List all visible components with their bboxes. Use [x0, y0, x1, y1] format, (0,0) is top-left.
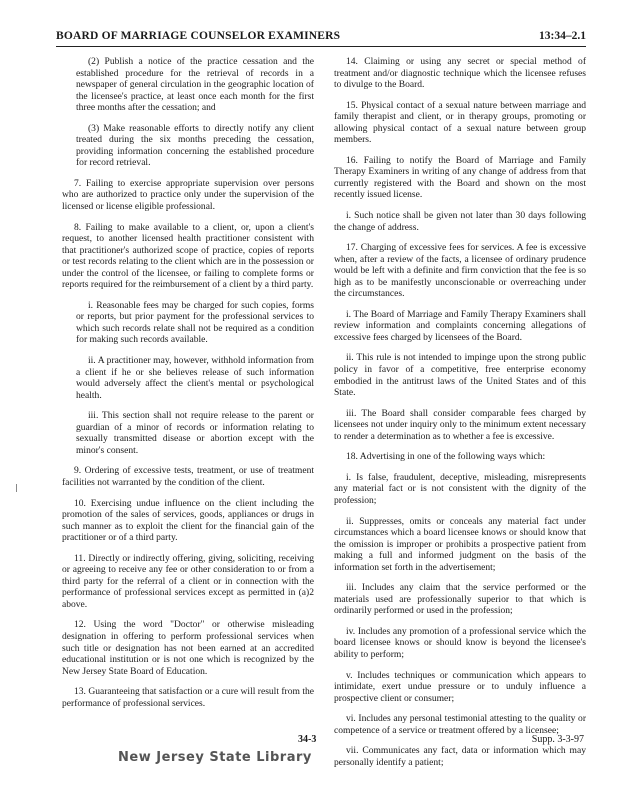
- paragraph: 12. Using the word "Doctor" or otherwise misleading designation in offering to perform professional services when such title or designation has not been earned at an accredited educational institution or is not one which is recognized by the New Jersey State Board of Education.: [62, 619, 314, 677]
- paragraph: ii. Suppresses, omits or conceals any material fact under circumstances which a board licensee knows or should know that the omission is improper or prohibits a prospective patient from making a full and informed judgment on the basis of the information set forth in the advertisement;: [334, 515, 586, 573]
- page-number: 34-3: [298, 734, 317, 745]
- paragraph: (3) Make reasonable efforts to directly notify any client treated during the six months preceding the cessation, providing information concerning the established procedure for record retrieval.: [76, 122, 314, 169]
- header-section-number: 13:34–2.1: [539, 30, 586, 42]
- paragraph: iv. Includes any promotion of a professional service which the board licensee knows or should know is beyond the licensee's ability to perform;: [334, 625, 586, 660]
- paragraph: ii. A practitioner may, however, withhold information from a client if he or she believes release of such information would adversely affect the client's mental or psychological health.: [76, 355, 314, 401]
- paragraph: 8. Failing to make available to a client, or, upon a client's request, to another licensed health practitioner consistent with that practitioner's authorized scope of practice, copies of reports or test records relating to the client which are in the possession or under the control of the licensee, or failing to complete forms or reports required for the reimbursement of a client by a third party.: [62, 221, 314, 291]
- paragraph: i. Reasonable fees may be charged for such copies, forms or reports, but prior payment for the professional services to which such records relate shall not be required as a condition for making such records available.: [76, 299, 314, 346]
- paragraph: 18. Advertising in one of the following ways which:: [346, 451, 546, 463]
- paragraph: 13. Guaranteeing that satisfaction or a cure will result from the performance of professional services.: [62, 686, 314, 709]
- left-column: [62, 56, 314, 718]
- supplement-date: Supp. 3-3-97: [531, 734, 584, 745]
- paragraph: vii. Communicates any fact, data or information which may personally identify a patient;: [334, 745, 586, 768]
- paragraph: i. The Board of Marriage and Family Therapy Examiners shall review information and complaints concerning allegations of excessive fees charged by licensees of the Board.: [334, 308, 586, 343]
- paragraph: 17. Charging of excessive fees for services. A fee is excessive when, after a review of the facts, a licensee of ordinary prudence would be left with a definite and firm conviction that the fee is so high as to be manifestly unconscionable or overreaching under the circumstances.: [334, 242, 586, 300]
- paragraph: iii. This section shall not require release to the parent or guardian of a minor of records or information relating to sexually transmitted disease or abortion except with the minor's consent.: [76, 410, 314, 456]
- paragraph: iii. The Board shall consider comparable fees charged by licensees not under inquiry only to the minimum extent necessary to render a determination as to whether a fee is excessive.: [334, 407, 586, 442]
- paragraph: iii. Includes any claim that the service performed or the materials used are professionally superior to that which is ordinarily performed or used in the profession;: [334, 582, 586, 617]
- paragraph: 7. Failing to exercise appropriate supervision over persons who are authorized to practice only under the supervision of the licensed or license eligible professional.: [62, 177, 314, 213]
- paragraph: v. Includes techniques or communication which appears to intimidate, exert undue pressure or to unduly influence a prospective client or consumer;: [334, 669, 586, 704]
- paragraph: i. Such notice shall be given not later than 30 days following the change of address.: [334, 210, 586, 233]
- paragraph: 10. Exercising undue influence on the client including the promotion of the sales of services, goods, appliances or drugs in such manner as to exploit the client for the financial gain of the practitioner or of a third party.: [62, 497, 314, 544]
- paragraph: 14. Claiming or using any secret or special method of treatment and/or diagnostic technique which the licensee refuses to divulge to the Board.: [334, 56, 586, 91]
- paragraph: 16. Failing to notify the Board of Marriage and Family Therapy Examiners in writing of any change of address from that currently registered with the Board and shown on the most recently issued license.: [334, 154, 586, 201]
- paragraph: 11. Directly or indirectly offering, giving, soliciting, receiving or agreeing to receive any fee or other consideration to or from a third party for the referral of a client or in connection with the performance of professional services except as permitted in (a)2 above.: [62, 552, 314, 610]
- paragraph: i. Is false, fraudulent, deceptive, misleading, misrepresents any material fact or is not consistent with the dignity of the profession;: [334, 471, 586, 506]
- margin-mark: [16, 484, 17, 492]
- header-title: BOARD OF MARRIAGE COUNSELOR EXAMINERS: [56, 30, 341, 42]
- running-header: [56, 30, 586, 47]
- right-column: [334, 56, 586, 777]
- paragraph: ii. This rule is not intended to impinge upon the strong public policy in favor of a competitive, free enterprise economy embodied in the antitrust laws of the United States and of this State.: [334, 352, 586, 399]
- paragraph: vi. Includes any personal testimonial attesting to the quality or competence of a service or treatment offered by a licensee;: [334, 713, 586, 736]
- paragraph: 15. Physical contact of a sexual nature between marriage and family therapist and client, or in therapy groups, promoting or allowing physical contact of a sexual nature between group members.: [334, 99, 586, 146]
- paragraph: (2) Publish a notice of the practice cessation and the established procedure for the retrieval of records in a newspaper of general circulation in the geographic location of the licensee's practice, at least once each month for the first three months after the cessation; and: [76, 56, 314, 114]
- library-stamp: New Jersey State Library: [118, 750, 312, 765]
- paragraph: 9. Ordering of excessive tests, treatment, or use of treatment facilities not warranted by the condition of the client.: [62, 465, 314, 488]
